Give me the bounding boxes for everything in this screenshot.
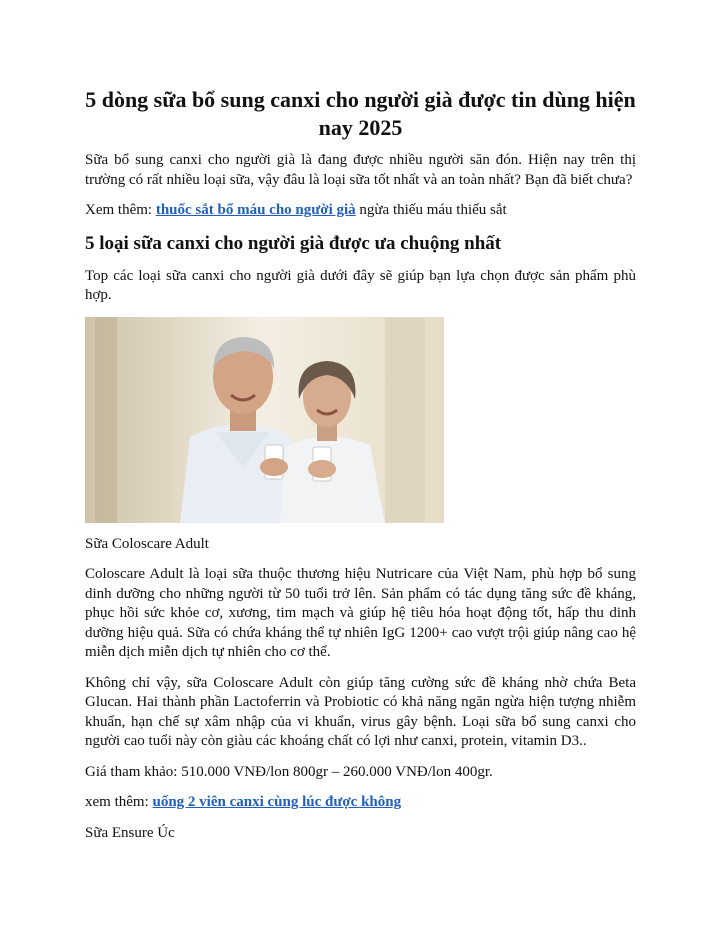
product-1-price: Giá tham khảo: 510.000 VNĐ/lon 800gr – 260.000 VNĐ/lon 400gr. [85, 763, 493, 780]
product-1-paragraph-2: Không chỉ vậy, sữa Coloscare Adult còn giúp tăng cường sức đề kháng nhờ chứa Beta Glucan. Hai thành phần Lactoferrin và Probiotic có khả năng ngăn ngừa hiện tượng nhiễm khuẩn, hạn chế sự xâm nhập của vi khuẩn, virus gây bệnh. Loại sữa bổ sung canxi cho người cao tuổi này còn giàu các khoáng chất có lợi như canxi, protein, vitamin D3.. [85, 674, 636, 749]
elderly-couple-photo [85, 317, 444, 523]
see-also-prefix: xem thêm: [85, 794, 153, 810]
see-also-prefix: Xem thêm: [85, 202, 156, 218]
see-also-suffix: ngừa thiếu máu thiếu sắt [355, 202, 507, 218]
article-body [85, 86, 636, 854]
article-title: 5 dòng sữa bổ sung canxi cho người già được tin dùng hiện nay 2025 [85, 87, 636, 140]
product-2-title: Sữa Ensure Úc [85, 824, 175, 841]
link-iron-supplement[interactable]: thuốc sắt bổ máu cho người già [155, 202, 356, 218]
section-heading: 5 loại sữa canxi cho người già được ưa chuộng nhất [85, 232, 502, 254]
section-intro: Top các loại sữa canxi cho người già dưới đây sẽ giúp bạn lựa chọn được sản phẩm phù hợp. [85, 267, 636, 303]
product-1-paragraph-1: Coloscare Adult là loại sữa thuộc thương hiệu Nutricare của Việt Nam, phù hợp bổ sung dinh dưỡng cho những người từ 50 tuổi trở lên. Sản phẩm có tác dụng tăng sức đề kháng, phục hồi sức khỏe cơ, xương, tim mạch và giúp hệ tiêu hóa hoạt động tốt, hấp thu dinh dưỡng hiệu quả. Sữa có chứa kháng thể tự nhiên IgG 1200+ cao vượt trội giúp nâng cao hệ miễn dịch miễn dịch tự nhiên cho cơ thể. [85, 566, 636, 660]
see-also-line-1 [85, 201, 636, 221]
intro-paragraph: Sữa bổ sung canxi cho người già là đang được nhiều người săn đón. Hiện nay trên thị trường có rất nhiều loại sữa, vậy đâu là loại sữa tốt nhất và an toàn nhất? Bạn đã biết chưa? [85, 152, 636, 188]
see-also-line-2 [85, 793, 636, 813]
product-1-title: Sữa Coloscare Adult [85, 535, 209, 552]
link-calcium-two-pills[interactable]: uống 2 viên canxi cùng lúc được không [152, 794, 402, 810]
